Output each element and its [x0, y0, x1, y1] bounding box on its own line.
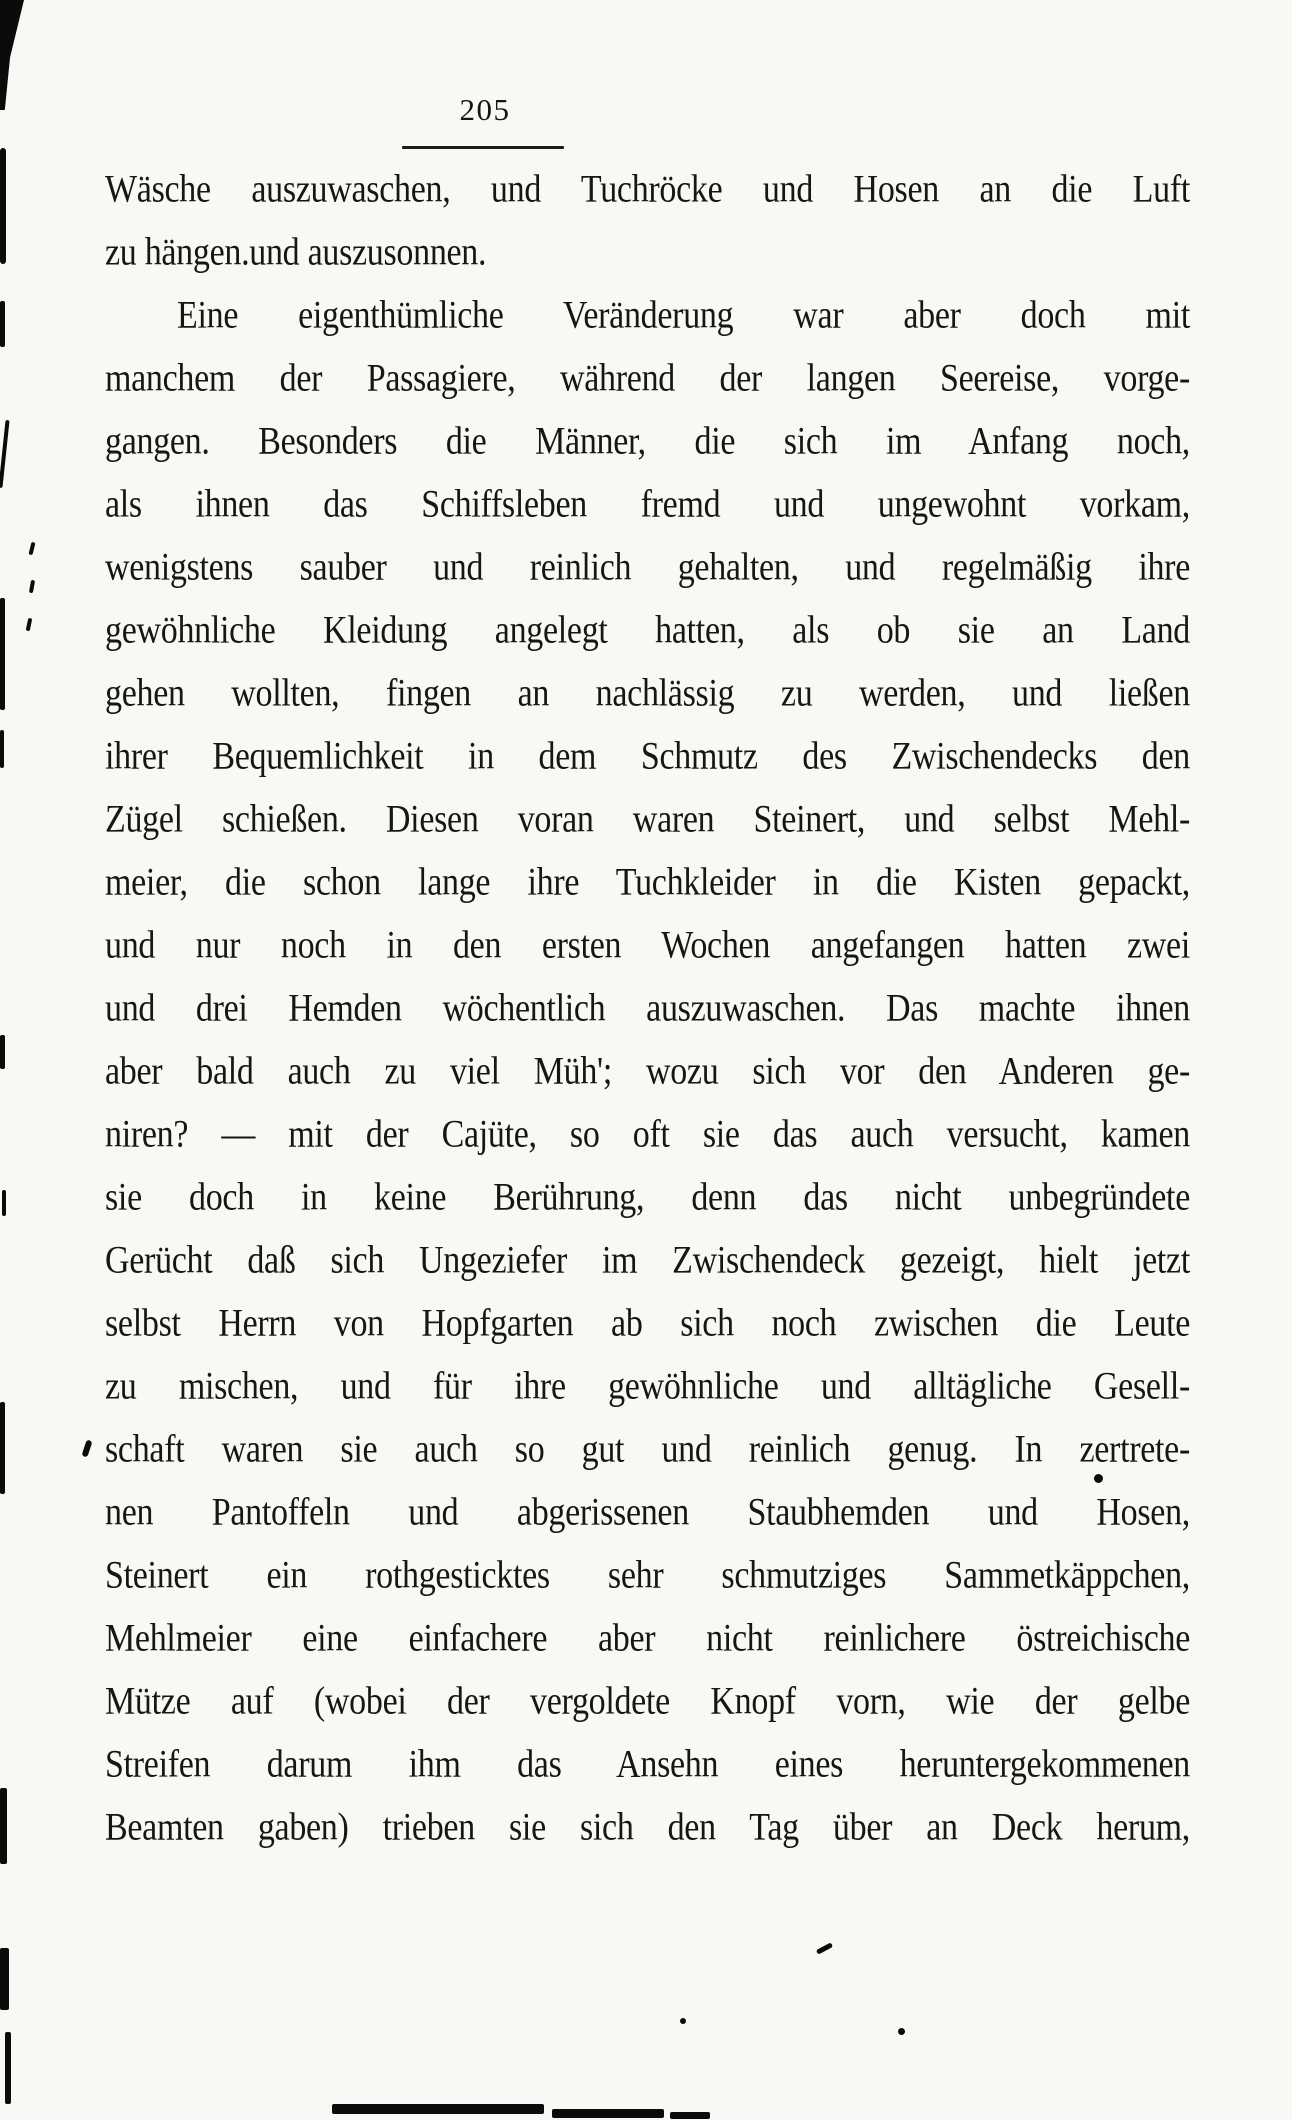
scan-artifact-bottom-edge [670, 2112, 710, 2119]
scan-artifact [0, 1402, 5, 1494]
scan-artifact [26, 618, 33, 632]
text-line: Wäsche auszuwaschen, und Tuchröcke und Hosen an die Luft [105, 168, 1190, 211]
text-line: schaft waren sie auch so gut und reinlich genug. In zertrete- [105, 1428, 1190, 1471]
scan-artifact-bottom-edge [552, 2109, 664, 2118]
text-line: gehen wollten, fingen an nachlässig zu werden, und ließen [105, 672, 1190, 715]
text-line: gewöhnliche Kleidung angelegt hatten, als ob sie an Land [105, 609, 1190, 652]
scan-artifact [0, 1035, 5, 1069]
text-line: Steinert ein rothgesticktes sehr schmutziges Sammetkäppchen, [105, 1554, 1190, 1597]
text-line: Mütze auf (wobei der vergoldete Knopf vorn, wie der gelbe [105, 1680, 1190, 1723]
text-line: aber bald auch zu viel Müh'; wozu sich vor den Anderen ge- [105, 1050, 1190, 1093]
scan-artifact [28, 542, 35, 556]
text-line: wenigstens sauber und reinlich gehalten, und regelmäßig ihre [105, 546, 1190, 589]
scan-artifact [680, 2018, 686, 2024]
text-line: und nur noch in den ersten Wochen angefangen hatten zwei [105, 924, 1190, 967]
scan-artifact [5, 2032, 11, 2104]
text-line: Eine eigenthümliche Veränderung war aber doch mit [177, 294, 1190, 337]
text-line: als ihnen das Schiffsleben fremd und ungewohnt vorkam, [105, 483, 1190, 526]
scan-artifact [0, 1948, 9, 2010]
scan-artifact [82, 1439, 93, 1457]
text-line: Streifen darum ihm das Ansehn eines heruntergekommenen [105, 1743, 1190, 1786]
text-line: selbst Herrn von Hopfgarten ab sich noch zwischen die Leute [105, 1302, 1190, 1345]
scan-artifact-bottom-edge [332, 2104, 544, 2114]
scan-artifact [29, 580, 35, 593]
text-line: Mehlmeier eine einfachere aber nicht reinlichere östreichische [105, 1617, 1190, 1660]
text-line: meier, die schon lange ihre Tuchkleider in die Kisten gepackt, [105, 861, 1190, 904]
text-line: nen Pantoffeln und abgerissenen Staubhemden und Hosen, [105, 1491, 1190, 1534]
body-text [105, 158, 1190, 1859]
text-line: Gerücht daß sich Ungeziefer im Zwischendeck gezeigt, hielt jetzt [105, 1239, 1190, 1282]
scan-artifact [816, 1942, 833, 1954]
text-line: zu mischen, und für ihre gewöhnliche und alltägliche Gesell- [105, 1365, 1190, 1408]
page-number: 205 [459, 92, 511, 127]
scan-artifact [0, 420, 10, 488]
scan-artifact-top-left-wedge [0, 0, 24, 110]
scan-artifact [0, 301, 5, 347]
text-line: Beamten gaben) trieben sie sich den Tag über an Deck herum, [105, 1806, 1190, 1849]
text-line: Zügel schießen. Diesen voran waren Steinert, und selbst Mehl- [105, 798, 1190, 841]
text-line: ihrer Bequemlichkeit in dem Schmutz des Zwischendecks den [105, 735, 1190, 778]
scan-artifact [0, 598, 5, 710]
scan-artifact [0, 148, 6, 264]
scan-artifact [0, 730, 4, 768]
header-rule [402, 146, 564, 149]
text-line: niren? — mit der Cajüte, so oft sie das auch versucht, kamen [105, 1113, 1190, 1156]
text-line: zu hängen.und auszusonnen. [105, 231, 487, 274]
text-line: und drei Hemden wöchentlich auszuwaschen. Das machte ihnen [105, 987, 1190, 1030]
text-line: manchem der Passagiere, während der langen Seereise, vorge- [105, 357, 1190, 400]
scan-artifact [898, 2028, 905, 2035]
scan-artifact [2, 1190, 6, 1216]
text-line: sie doch in keine Berührung, denn das nicht unbegründete [105, 1176, 1190, 1219]
text-line: gangen. Besonders die Männer, die sich im Anfang noch, [105, 420, 1190, 463]
scan-artifact [0, 1788, 7, 1864]
